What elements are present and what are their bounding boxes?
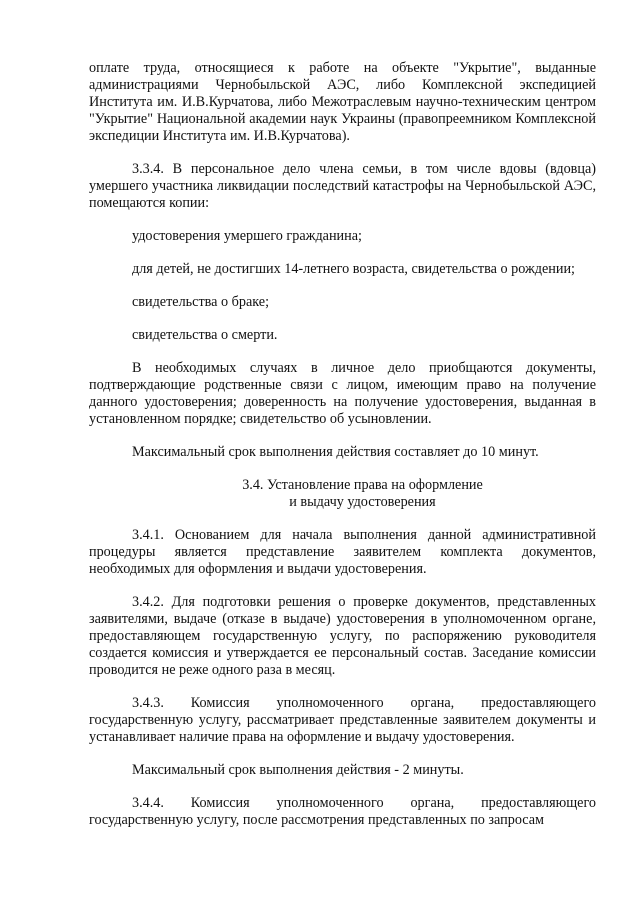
section-heading-3-4	[89, 477, 596, 511]
paragraph-3-4-3: 3.4.3. Комиссия уполномоченного органа, предоставляющего государственную услугу, рассматривает представленные заявителем документы и устанавливает наличие права на оформление и выдачу удостоверения.	[89, 695, 596, 745]
paragraph-max-time-2: Максимальный срок выполнения действия - 2 минуты.	[132, 762, 464, 778]
paragraph-3-4-2: 3.4.2. Для подготовки решения о проверке документов, представленных заявителями, выдаче (отказе в выдаче) удостоверения в уполномоченном органе, предоставляющем государственную услугу, по распоряжению руководителя создается комиссия и утверждается ее персональный состав. Заседание комиссии проводится не реже одного раза в месяц.	[89, 594, 596, 678]
paragraph-continuation: оплате труда, относящиеся к работе на объекте "Укрытие", выданные администрациями Чернобыльской АЭС, либо Комплексной экспедицией Института им. И.В.Курчатова, либо Межотраслевым научно-техническим центром "Укрытие" Национальной академии наук Украины (правопреемником Комплексной экспедиции Института им. И.В.Курчатова).	[89, 60, 596, 144]
document-body	[89, 60, 596, 829]
paragraph-3-3-4: 3.3.4. В персональное дело члена семьи, в том числе вдовы (вдовца) умершего участника ликвидации последствий катастрофы на Чернобыльской АЭС, помещаются копии:	[89, 161, 596, 211]
section-heading-line: и выдачу удостоверения	[289, 494, 436, 510]
section-heading-line: 3.4. Установление права на оформление	[242, 477, 483, 493]
paragraph-3-4-1: 3.4.1. Основанием для начала выполнения данной административной процедуры является представление заявителем комплекта документов, необходимых для оформления и выдачи удостоверения.	[89, 527, 596, 577]
list-item: удостоверения умершего гражданина;	[132, 228, 362, 244]
paragraph-additional-documents: В необходимых случаях в личное дело приобщаются документы, подтверждающие родственные связи с лицом, имеющим право на получение данного удостоверения; доверенность на получение удостоверения, выданная в установленном порядке; свидетельство об усыновлении.	[89, 360, 596, 427]
paragraph-3-4-4: 3.4.4. Комиссия уполномоченного органа, предоставляющего государственную услугу, после рассмотрения представленных по запросам	[89, 795, 596, 828]
list-item: свидетельства о браке;	[132, 294, 270, 310]
paragraph-max-time-10: Максимальный срок выполнения действия составляет до 10 минут.	[132, 444, 539, 460]
list-item: для детей, не достигших 14-летнего возраста, свидетельства о рождении;	[132, 261, 575, 277]
list-item: свидетельства о смерти.	[132, 327, 278, 343]
